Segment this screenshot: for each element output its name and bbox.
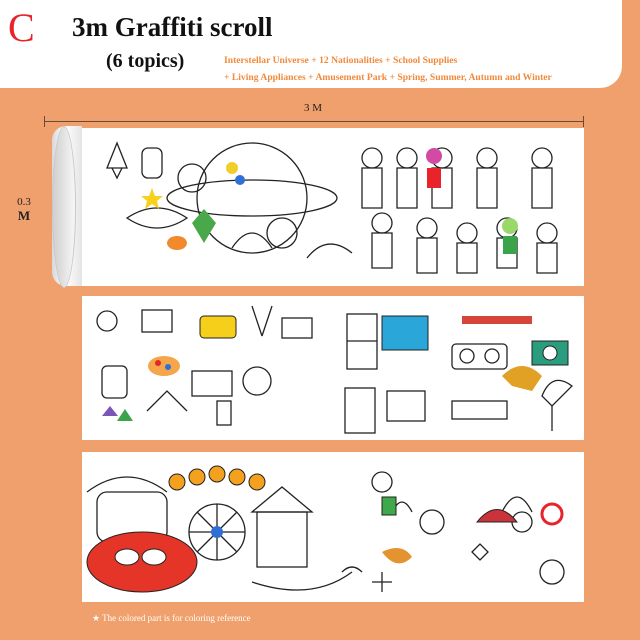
- coloring-reference-note: [92, 613, 251, 624]
- coloring-panel-park-seasons: [82, 452, 584, 602]
- height-unit: M: [17, 208, 31, 223]
- height-value: 0.3: [17, 196, 31, 208]
- star-icon: ★: [92, 613, 103, 623]
- topic-line: + Living Appliances + Amusement Park + Spring, Summer, Autumn and Winter: [224, 72, 552, 83]
- length-dimension: [44, 103, 584, 127]
- variant-letter: C: [8, 5, 35, 50]
- height-dimension: [6, 196, 42, 224]
- scroll-roll: [52, 126, 82, 286]
- coloring-panel-space-nationalities: [82, 128, 584, 286]
- topic-line: Interstellar Universe + 12 Nationalities + School Supplies: [224, 55, 458, 66]
- line-art-illustration: [82, 296, 584, 440]
- page-subtitle: (6 topics): [106, 50, 185, 72]
- line-art-illustration: [82, 452, 584, 602]
- length-label: 3 M: [304, 102, 323, 114]
- dimension-line: [44, 121, 584, 122]
- topic-list: [224, 52, 614, 86]
- dimension-tick: [44, 116, 45, 127]
- coloring-panel-school-appliances: [82, 296, 584, 440]
- page-title: 3m Graffiti scroll: [72, 12, 273, 42]
- dimension-tick: [583, 116, 584, 127]
- line-art-illustration: [82, 128, 584, 286]
- roll-end: [52, 126, 76, 288]
- title-banner: [0, 0, 622, 88]
- footnote-text: The colored part is for coloring reference: [102, 613, 251, 623]
